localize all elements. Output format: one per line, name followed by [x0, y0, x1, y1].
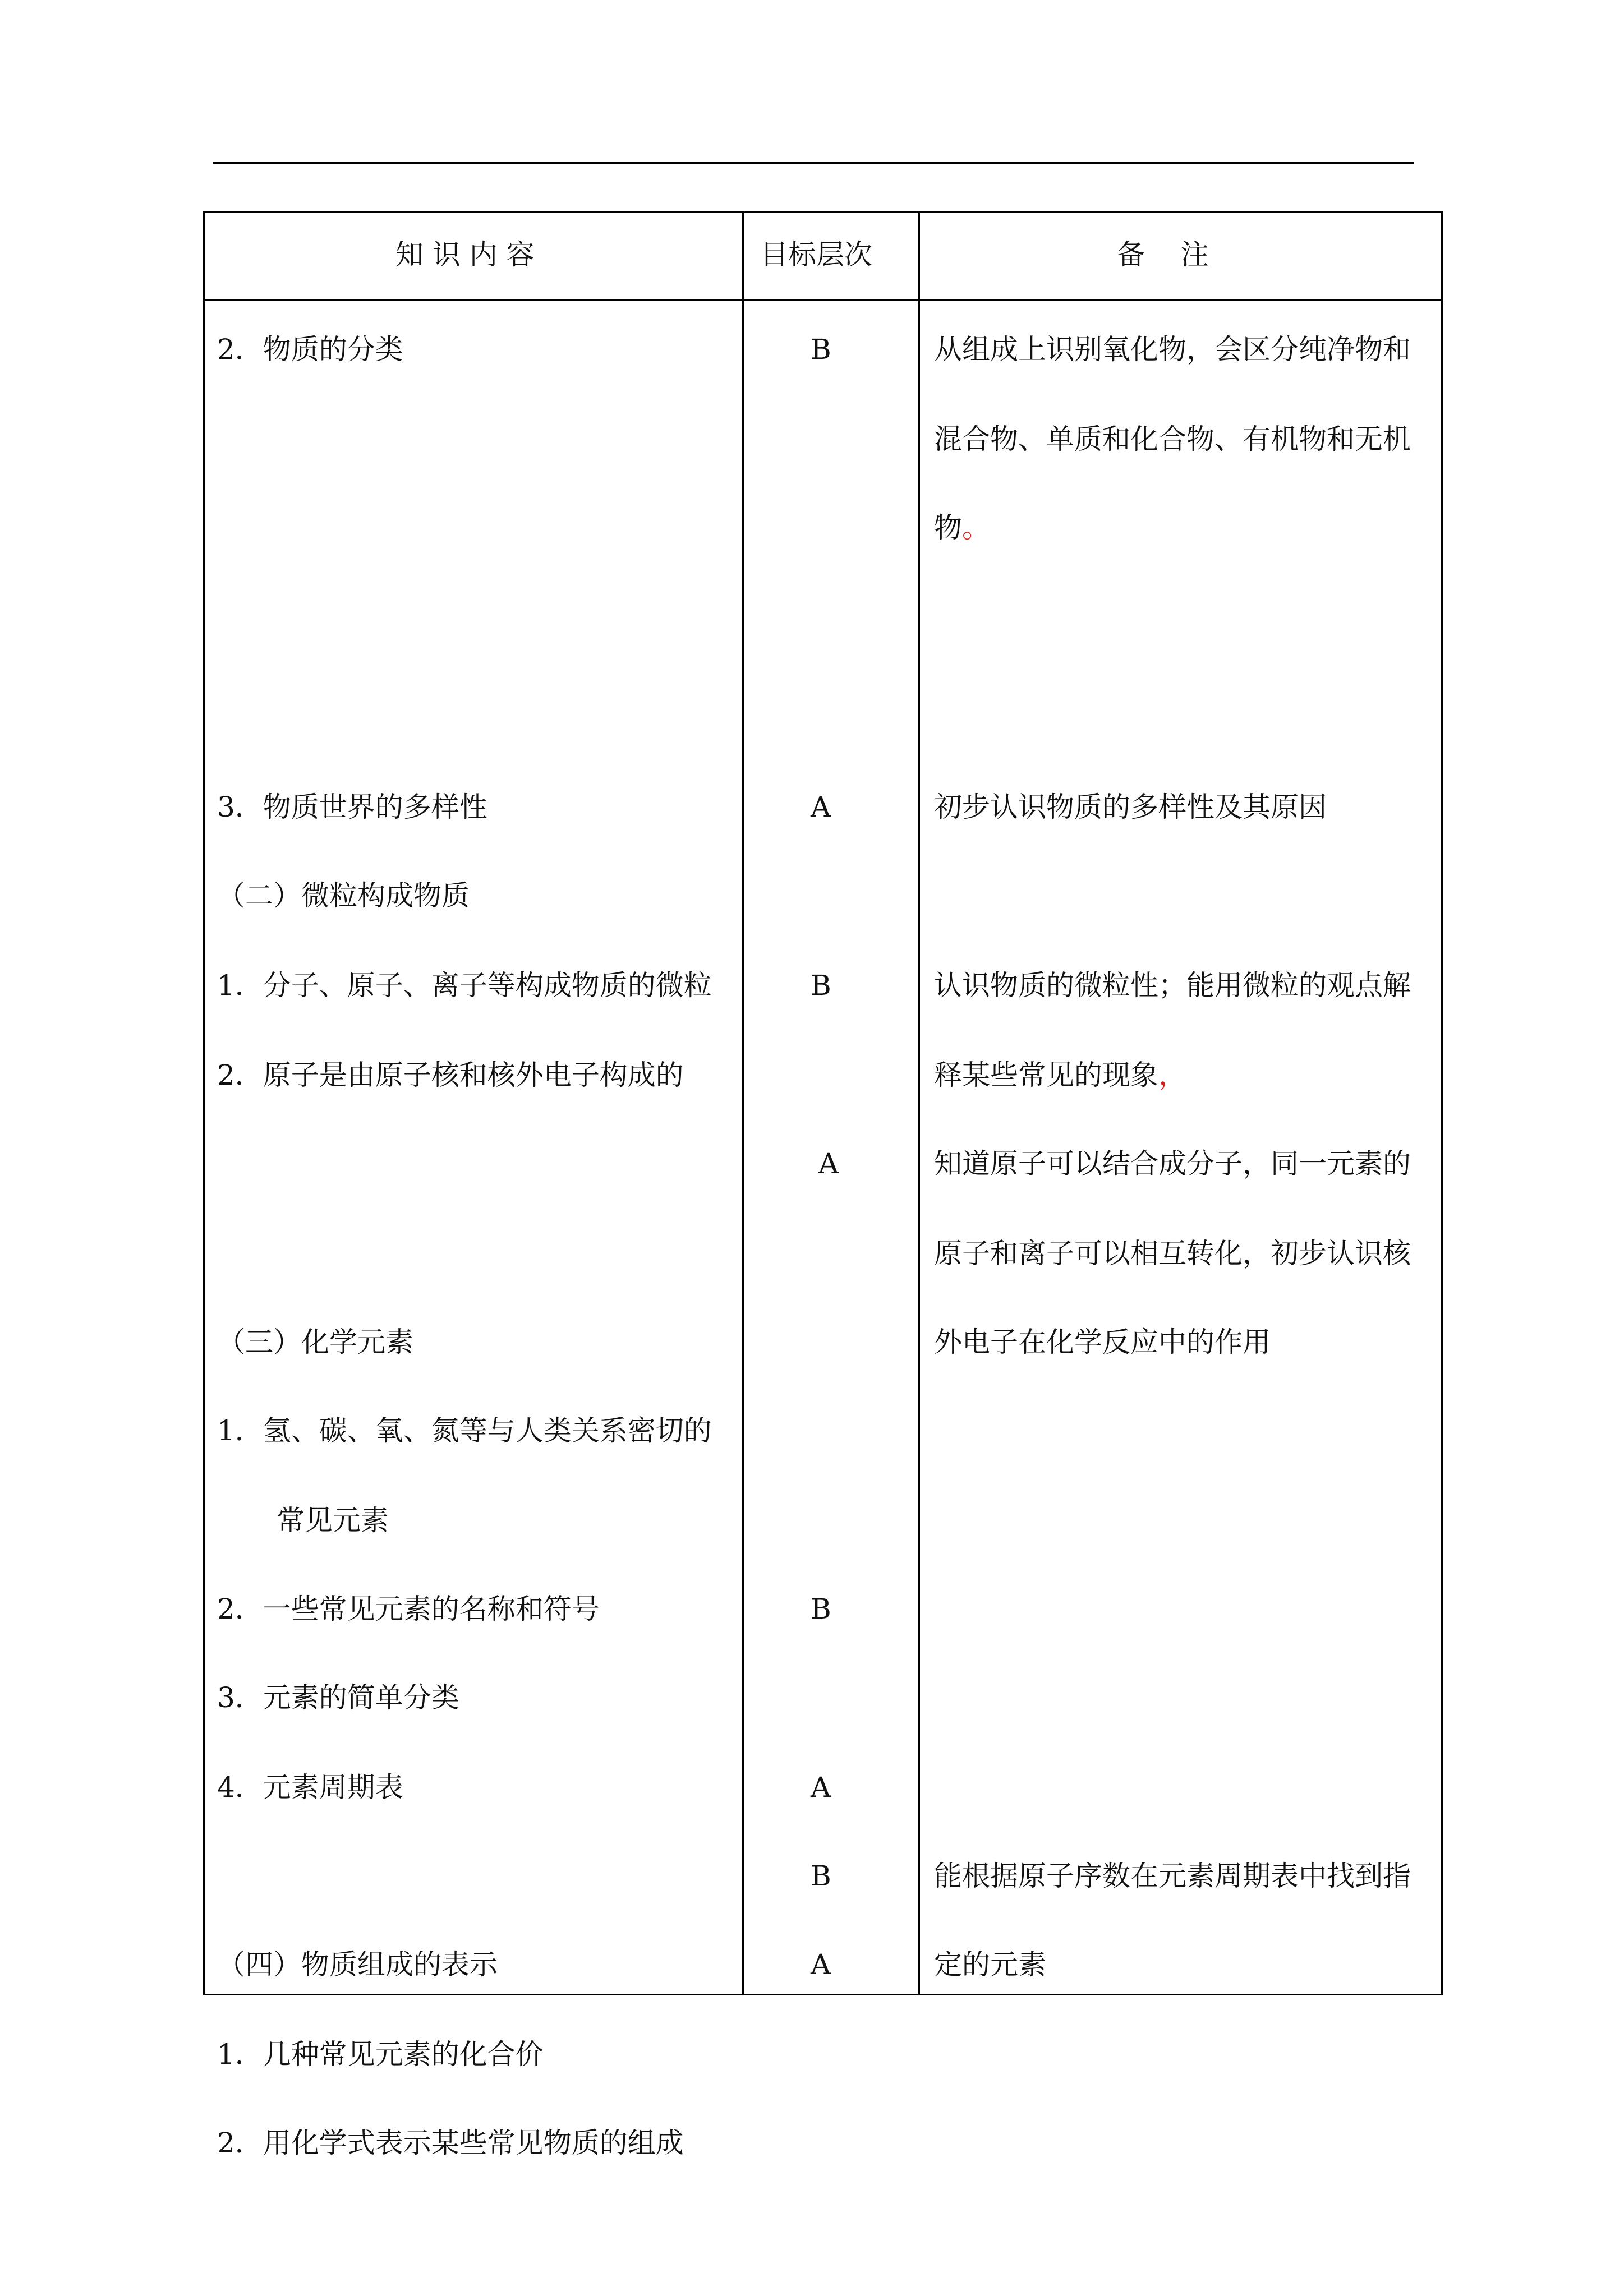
header-remarks: 备 注: [1117, 238, 1209, 271]
content-item: 2．一些常见元素的名称和符号: [217, 1593, 600, 1625]
knowledge-table: [203, 211, 1443, 2159]
level-value: A: [818, 1147, 839, 1180]
level-value: A: [811, 1771, 831, 1804]
level-value: B: [811, 1860, 831, 1892]
remark-line: 认识物质的微粒性；能用微粒的观点解: [934, 969, 1411, 1002]
remark-line: 混合物、单质和化合物、有机物和无机: [934, 423, 1411, 455]
content-item: 2．原子是由原子核和核外电子构成的: [217, 1059, 684, 1091]
remark-line: 定的元素: [934, 1948, 1046, 1981]
content-item: 2．用化学式表示某些常见物质的组成: [217, 2127, 684, 2159]
remark-line: 初步认识物质的多样性及其原因: [934, 791, 1327, 823]
level-value: B: [811, 1593, 831, 1625]
remark-line: 从组成上识别氧化物，会区分纯净物和: [934, 333, 1411, 366]
content-item-continuation: 常见元素: [277, 1504, 389, 1537]
remark-line: 物。: [934, 511, 990, 544]
header-knowledge-content: 知 识 内 容: [395, 238, 535, 271]
section-heading: （三）化学元素: [217, 1326, 413, 1358]
content-item: 1．氢、碳、氧、氮等与人类关系密切的: [217, 1414, 712, 1447]
header-rule: [213, 162, 1414, 164]
header-target-level: 目标层次: [760, 238, 872, 271]
remark-line: 能根据原子序数在元素周期表中找到指: [934, 1860, 1411, 1892]
header-divider: [205, 299, 1441, 301]
level-value: B: [811, 333, 831, 366]
remark-line: 释某些常见的现象，: [934, 1059, 1186, 1091]
red-punctuation-mark: 。: [962, 511, 990, 544]
content-item: 3．物质世界的多样性: [217, 791, 487, 823]
column-divider: [742, 213, 744, 1994]
remark-line: 外电子在化学反应中的作用: [934, 1326, 1271, 1358]
content-item: 1．几种常见元素的化合价: [217, 2038, 544, 2071]
level-value: A: [811, 1948, 831, 1981]
column-divider: [918, 213, 920, 1994]
section-heading: （二）微粒构成物质: [217, 879, 470, 912]
remark-line: 原子和离子可以相互转化，初步认识核: [934, 1237, 1411, 1270]
section-heading: （四）物质组成的表示: [217, 1948, 498, 1981]
level-value: B: [811, 969, 831, 1002]
content-item: 1．分子、原子、离子等构成物质的微粒: [217, 969, 712, 1002]
content-item: 3．元素的简单分类: [217, 1681, 459, 1714]
content-item: 4．元素周期表: [217, 1771, 403, 1804]
content-item: 2．物质的分类: [217, 333, 403, 366]
level-value: A: [811, 791, 831, 823]
remark-line: 知道原子可以结合成分子，同一元素的: [934, 1147, 1411, 1180]
red-punctuation-mark: ，: [1158, 1059, 1186, 1091]
